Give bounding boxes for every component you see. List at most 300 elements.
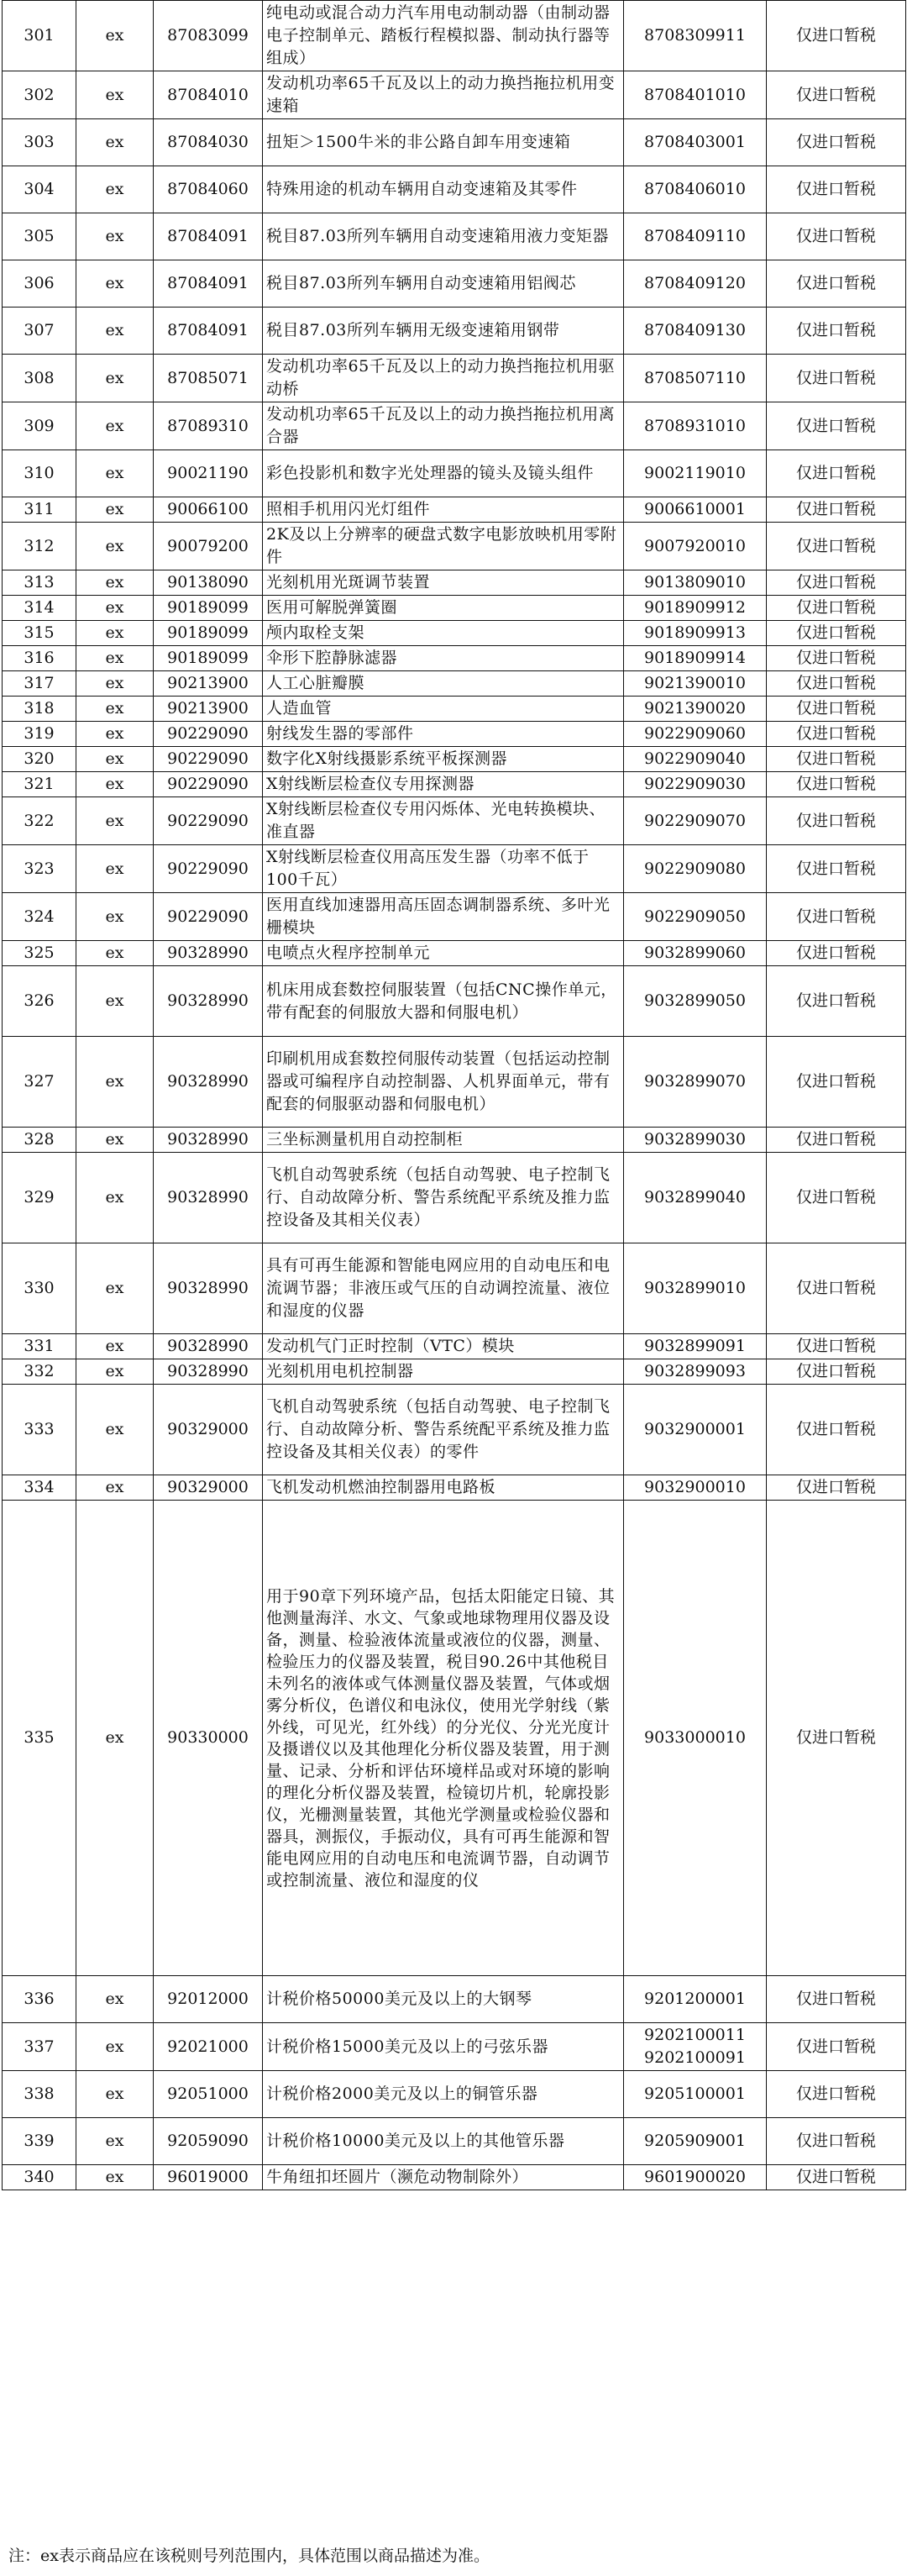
- sub-code-value: 8708931010: [644, 416, 746, 435]
- ex-marker: ex: [76, 1385, 154, 1475]
- ex-marker: ex: [76, 213, 154, 260]
- ex-marker: ex: [76, 166, 154, 213]
- table-row: [3, 2118, 906, 2165]
- sub-code-value: 9033000010: [644, 1728, 746, 1747]
- ex-marker: ex: [76, 2023, 154, 2071]
- product-description: 三坐标测量机用自动控制柜: [263, 1128, 624, 1153]
- ex-marker: ex: [76, 523, 154, 570]
- sub-code-value: 9021390020: [644, 699, 746, 718]
- product-description: 电喷点火程序控制单元: [263, 941, 624, 966]
- row-number: 328: [3, 1128, 76, 1153]
- tariff-code: 87084091: [154, 308, 263, 355]
- row-number: 307: [3, 308, 76, 355]
- sub-code: [624, 747, 767, 772]
- ex-marker: ex: [76, 747, 154, 772]
- table-row: [3, 355, 906, 402]
- table-row: [3, 1243, 906, 1334]
- tariff-document: [2, 0, 905, 2565]
- sub-code-value: 9032899091: [644, 1337, 746, 1355]
- product-description: 光刻机用电机控制器: [263, 1359, 624, 1385]
- sub-code-value: 9021390010: [644, 674, 746, 692]
- ex-marker: ex: [76, 1501, 154, 1976]
- ex-marker: ex: [76, 355, 154, 402]
- sub-code-value: 9022909040: [644, 749, 746, 768]
- tariff-code: 90328990: [154, 1243, 263, 1334]
- table-row: [3, 1359, 906, 1385]
- ex-marker: ex: [76, 1128, 154, 1153]
- control-type: 仅进口暂税: [767, 845, 906, 893]
- sub-code-value: 9032899010: [644, 1279, 746, 1297]
- sub-code-value: 9205909001: [644, 2132, 746, 2150]
- row-number: 335: [3, 1501, 76, 1976]
- ex-marker: ex: [76, 697, 154, 722]
- sub-code: [624, 497, 767, 523]
- tariff-code: 90229090: [154, 797, 263, 845]
- product-description: 机床用成套数控伺服装置（包括CNC操作单元，带有配套的伺服放大器和伺服电机）: [263, 966, 624, 1037]
- control-type: 仅进口暂税: [767, 893, 906, 941]
- product-description: 人造血管: [263, 697, 624, 722]
- sub-code: [624, 697, 767, 722]
- tariff-code: 90330000: [154, 1501, 263, 1976]
- sub-code: [624, 941, 767, 966]
- row-number: 315: [3, 621, 76, 646]
- row-number: 324: [3, 893, 76, 941]
- sub-code-value: 9022909060: [644, 724, 746, 743]
- ex-marker: ex: [76, 2071, 154, 2118]
- table-row: [3, 697, 906, 722]
- tariff-code: 90328990: [154, 1128, 263, 1153]
- sub-code: [624, 1475, 767, 1501]
- sub-code-value: 9007920010: [644, 536, 746, 555]
- table-row: [3, 308, 906, 355]
- control-type: 仅进口暂税: [767, 355, 906, 402]
- ex-marker: ex: [76, 119, 154, 166]
- product-description: 飞机发动机燃油控制器用电路板: [263, 1475, 624, 1501]
- table-row: [3, 570, 906, 596]
- sub-code: [624, 402, 767, 450]
- product-description: 2K及以上分辨率的硬盘式数字电影放映机用零附件: [263, 523, 624, 570]
- tariff-code: 90213900: [154, 671, 263, 697]
- control-type: 仅进口暂税: [767, 2023, 906, 2071]
- row-number: 317: [3, 671, 76, 697]
- product-description: 扭矩＞1500牛米的非公路自卸车用变速箱: [263, 119, 624, 166]
- control-type: 仅进口暂税: [767, 1, 906, 71]
- table-row: [3, 772, 906, 797]
- table-row: [3, 1475, 906, 1501]
- sub-code-value: 8708409110: [644, 227, 746, 245]
- control-type: 仅进口暂税: [767, 497, 906, 523]
- sub-code: [624, 772, 767, 797]
- sub-code-value: 9202100091: [644, 2048, 746, 2067]
- table-row: [3, 119, 906, 166]
- control-type: 仅进口暂税: [767, 966, 906, 1037]
- ex-marker: ex: [76, 2165, 154, 2190]
- sub-code: [624, 166, 767, 213]
- ex-marker: ex: [76, 1243, 154, 1334]
- control-type: 仅进口暂税: [767, 671, 906, 697]
- sub-code: [624, 2023, 767, 2071]
- table-row: [3, 450, 906, 497]
- row-number: 314: [3, 596, 76, 621]
- sub-code-value: 8708403001: [644, 133, 746, 151]
- control-type: 仅进口暂税: [767, 1359, 906, 1385]
- tariff-table-body: [3, 1, 906, 2190]
- control-type: 仅进口暂税: [767, 797, 906, 845]
- table-row: [3, 1153, 906, 1243]
- table-row: [3, 1385, 906, 1475]
- row-number: 336: [3, 1976, 76, 2023]
- ex-marker: ex: [76, 772, 154, 797]
- product-description: 特殊用途的机动车辆用自动变速箱及其零件: [263, 166, 624, 213]
- ex-marker: ex: [76, 260, 154, 308]
- table-row: [3, 1128, 906, 1153]
- sub-code-value: 9002119010: [644, 464, 746, 482]
- row-number: 304: [3, 166, 76, 213]
- sub-code-value: 8708409130: [644, 321, 746, 339]
- tariff-code: 92059090: [154, 2118, 263, 2165]
- sub-code: [624, 570, 767, 596]
- sub-code: [624, 646, 767, 671]
- ex-marker: ex: [76, 671, 154, 697]
- sub-code-value: 9205100001: [644, 2084, 746, 2103]
- sub-code-value: 8708309911: [644, 26, 746, 45]
- row-number: 329: [3, 1153, 76, 1243]
- control-type: 仅进口暂税: [767, 1501, 906, 1976]
- sub-code: [624, 671, 767, 697]
- control-type: 仅进口暂税: [767, 308, 906, 355]
- table-row: [3, 71, 906, 119]
- row-number: 318: [3, 697, 76, 722]
- ex-marker: ex: [76, 941, 154, 966]
- ex-marker: ex: [76, 845, 154, 893]
- sub-code-value: 8708409120: [644, 274, 746, 292]
- table-row: [3, 2071, 906, 2118]
- sub-code-value: 9032899093: [644, 1362, 746, 1380]
- ex-marker: ex: [76, 2118, 154, 2165]
- tariff-table: [2, 0, 906, 2190]
- tariff-code: 90328990: [154, 1359, 263, 1385]
- row-number: 331: [3, 1334, 76, 1359]
- sub-code: [624, 2118, 767, 2165]
- control-type: 仅进口暂税: [767, 523, 906, 570]
- product-description: 牛角纽扣坯圆片（濒危动物制除外）: [263, 2165, 624, 2190]
- product-description: 医用直线加速器用高压固态调制器系统、多叶光栅模块: [263, 893, 624, 941]
- table-row: [3, 166, 906, 213]
- product-description: 射线发生器的零部件: [263, 722, 624, 747]
- row-number: 327: [3, 1037, 76, 1128]
- footnote: 注：ex表示商品应在该税则号列范围内，具体范围以商品描述为准。: [8, 2547, 490, 2565]
- table-row: [3, 797, 906, 845]
- row-number: 319: [3, 722, 76, 747]
- table-row: [3, 747, 906, 772]
- sub-code-value: 9018909912: [644, 598, 746, 617]
- control-type: 仅进口暂税: [767, 1976, 906, 2023]
- ex-marker: ex: [76, 1153, 154, 1243]
- sub-code: [624, 308, 767, 355]
- sub-code-value: 9032899070: [644, 1072, 746, 1091]
- sub-code: [624, 1, 767, 71]
- control-type: 仅进口暂税: [767, 1243, 906, 1334]
- ex-marker: ex: [76, 71, 154, 119]
- product-description: 税目87.03所列车辆用无级变速箱用钢带: [263, 308, 624, 355]
- control-type: 仅进口暂税: [767, 1037, 906, 1128]
- table-row: [3, 1, 906, 71]
- tariff-code: 90229090: [154, 747, 263, 772]
- table-row: [3, 497, 906, 523]
- tariff-code: 90229090: [154, 845, 263, 893]
- sub-code-value: 9032899060: [644, 944, 746, 962]
- sub-code-value: 9032900001: [644, 1420, 746, 1438]
- row-number: 306: [3, 260, 76, 308]
- tariff-code: 90066100: [154, 497, 263, 523]
- sub-code: [624, 1243, 767, 1334]
- row-number: 323: [3, 845, 76, 893]
- control-type: 仅进口暂税: [767, 1334, 906, 1359]
- tariff-code: 90229090: [154, 722, 263, 747]
- ex-marker: ex: [76, 966, 154, 1037]
- sub-code: [624, 1976, 767, 2023]
- ex-marker: ex: [76, 1037, 154, 1128]
- product-description: 照相手机用闪光灯组件: [263, 497, 624, 523]
- table-row: [3, 646, 906, 671]
- sub-code: [624, 797, 767, 845]
- row-number: 311: [3, 497, 76, 523]
- sub-code-value: 9201200001: [644, 1990, 746, 2008]
- control-type: 仅进口暂税: [767, 260, 906, 308]
- sub-code: [624, 119, 767, 166]
- sub-code: [624, 596, 767, 621]
- table-row: [3, 1501, 906, 1976]
- ex-marker: ex: [76, 893, 154, 941]
- product-description: 计税价格50000美元及以上的大钢琴: [263, 1976, 624, 2023]
- sub-code-value: 9032899030: [644, 1130, 746, 1149]
- row-number: 310: [3, 450, 76, 497]
- tariff-code: 92021000: [154, 2023, 263, 2071]
- sub-code: [624, 1334, 767, 1359]
- row-number: 325: [3, 941, 76, 966]
- row-number: 321: [3, 772, 76, 797]
- table-row: [3, 966, 906, 1037]
- row-number: 320: [3, 747, 76, 772]
- product-description: 纯电动或混合动力汽车用电动制动器（由制动器电子控制单元、踏板行程模拟器、制动执行器等组成）: [263, 1, 624, 71]
- control-type: 仅进口暂税: [767, 1475, 906, 1501]
- control-type: 仅进口暂税: [767, 71, 906, 119]
- row-number: 339: [3, 2118, 76, 2165]
- product-description: 计税价格2000美元及以上的铜管乐器: [263, 2071, 624, 2118]
- sub-code: [624, 355, 767, 402]
- ex-marker: ex: [76, 1, 154, 71]
- tariff-code: 90328990: [154, 966, 263, 1037]
- control-type: 仅进口暂税: [767, 1153, 906, 1243]
- control-type: 仅进口暂税: [767, 1128, 906, 1153]
- control-type: 仅进口暂税: [767, 772, 906, 797]
- ex-marker: ex: [76, 402, 154, 450]
- tariff-code: 90189099: [154, 596, 263, 621]
- ex-marker: ex: [76, 1475, 154, 1501]
- control-type: 仅进口暂税: [767, 166, 906, 213]
- sub-code: [624, 523, 767, 570]
- table-row: [3, 845, 906, 893]
- control-type: 仅进口暂税: [767, 570, 906, 596]
- control-type: 仅进口暂税: [767, 1385, 906, 1475]
- sub-code: [624, 1359, 767, 1385]
- tariff-code: 90079200: [154, 523, 263, 570]
- control-type: 仅进口暂税: [767, 119, 906, 166]
- sub-code-value: 9018909914: [644, 649, 746, 667]
- row-number: 334: [3, 1475, 76, 1501]
- tariff-code: 87084030: [154, 119, 263, 166]
- product-description: 印刷机用成套数控伺服传动装置（包括运动控制器或可编程序自动控制器、人机界面单元，带有配套的伺服驱动器和伺服电机）: [263, 1037, 624, 1128]
- product-description: 飞机自动驾驶系统（包括自动驾驶、电子控制飞行、自动故障分析、警告系统配平系统及推力监控设备及其相关仪表）: [263, 1153, 624, 1243]
- table-row: [3, 893, 906, 941]
- control-type: 仅进口暂税: [767, 621, 906, 646]
- sub-code: [624, 450, 767, 497]
- product-description: X射线断层检查仪专用闪烁体、光电转换模块、准直器: [263, 797, 624, 845]
- tariff-code: 87084060: [154, 166, 263, 213]
- ex-marker: ex: [76, 1359, 154, 1385]
- ex-marker: ex: [76, 722, 154, 747]
- row-number: 303: [3, 119, 76, 166]
- control-type: 仅进口暂税: [767, 747, 906, 772]
- sub-code: [624, 260, 767, 308]
- table-row: [3, 260, 906, 308]
- tariff-code: 87085071: [154, 355, 263, 402]
- row-number: 322: [3, 797, 76, 845]
- sub-code: [624, 893, 767, 941]
- product-description: 发动机功率65千瓦及以上的动力换挡拖拉机用驱动桥: [263, 355, 624, 402]
- product-description: 伞形下腔静脉滤器: [263, 646, 624, 671]
- sub-code-value: 9032899040: [644, 1188, 746, 1207]
- row-number: 337: [3, 2023, 76, 2071]
- tariff-code: 90189099: [154, 621, 263, 646]
- table-row: [3, 2023, 906, 2071]
- product-description: 医用可解脱弹簧圈: [263, 596, 624, 621]
- sub-code: [624, 2071, 767, 2118]
- sub-code: [624, 2165, 767, 2190]
- table-row: [3, 596, 906, 621]
- ex-marker: ex: [76, 646, 154, 671]
- product-description: 彩色投影机和数字光处理器的镜头及镜头组件: [263, 450, 624, 497]
- tariff-code: 90229090: [154, 772, 263, 797]
- control-type: 仅进口暂税: [767, 2118, 906, 2165]
- sub-code-value: 8708401010: [644, 85, 746, 104]
- control-type: 仅进口暂税: [767, 2071, 906, 2118]
- ex-marker: ex: [76, 308, 154, 355]
- ex-marker: ex: [76, 450, 154, 497]
- sub-code-value: 9601900020: [644, 2168, 746, 2186]
- product-description: 颅内取栓支架: [263, 621, 624, 646]
- tariff-code: 87089310: [154, 402, 263, 450]
- sub-code-value: 8708507110: [644, 368, 746, 387]
- product-description: 发动机气门正时控制（VTC）模块: [263, 1334, 624, 1359]
- sub-code-value: 9022909080: [644, 859, 746, 878]
- sub-code: [624, 71, 767, 119]
- product-description: 发动机功率65千瓦及以上的动力换挡拖拉机用离合器: [263, 402, 624, 450]
- ex-marker: ex: [76, 1334, 154, 1359]
- sub-code: [624, 845, 767, 893]
- control-type: 仅进口暂税: [767, 213, 906, 260]
- tariff-code: 90328990: [154, 1153, 263, 1243]
- sub-code: [624, 1385, 767, 1475]
- row-number: 301: [3, 1, 76, 71]
- tariff-code: 90021190: [154, 450, 263, 497]
- sub-code: [624, 1501, 767, 1976]
- control-type: 仅进口暂税: [767, 402, 906, 450]
- row-number: 332: [3, 1359, 76, 1385]
- row-number: 340: [3, 2165, 76, 2190]
- tariff-code: 90329000: [154, 1385, 263, 1475]
- row-number: 330: [3, 1243, 76, 1334]
- product-description: 计税价格15000美元及以上的弓弦乐器: [263, 2023, 624, 2071]
- sub-code: [624, 722, 767, 747]
- tariff-code: 90229090: [154, 893, 263, 941]
- tariff-code: 90213900: [154, 697, 263, 722]
- ex-marker: ex: [76, 497, 154, 523]
- sub-code: [624, 1153, 767, 1243]
- sub-code-value: 9032899050: [644, 991, 746, 1010]
- tariff-code: 90329000: [154, 1475, 263, 1501]
- row-number: 316: [3, 646, 76, 671]
- product-description: X射线断层检查仪用高压发生器（功率不低于100千瓦）: [263, 845, 624, 893]
- sub-code: [624, 213, 767, 260]
- tariff-code: 92012000: [154, 1976, 263, 2023]
- table-row: [3, 621, 906, 646]
- table-row: [3, 671, 906, 697]
- control-type: 仅进口暂税: [767, 646, 906, 671]
- table-row: [3, 722, 906, 747]
- sub-code-value: 9006610001: [644, 500, 746, 518]
- row-number: 309: [3, 402, 76, 450]
- tariff-code: 87083099: [154, 1, 263, 71]
- tariff-code: 90328990: [154, 1334, 263, 1359]
- product-description: 计税价格10000美元及以上的其他管乐器: [263, 2118, 624, 2165]
- control-type: 仅进口暂税: [767, 722, 906, 747]
- row-number: 338: [3, 2071, 76, 2118]
- row-number: 302: [3, 71, 76, 119]
- product-description: 飞机自动驾驶系统（包括自动驾驶、电子控制飞行、自动故障分析、警告系统配平系统及推力监控设备及其相关仪表）的零件: [263, 1385, 624, 1475]
- ex-marker: ex: [76, 797, 154, 845]
- control-type: 仅进口暂税: [767, 450, 906, 497]
- row-number: 312: [3, 523, 76, 570]
- sub-code-value: 9018909913: [644, 623, 746, 642]
- sub-code-value: 8708406010: [644, 180, 746, 198]
- product-description: 数字化X射线摄影系统平板探测器: [263, 747, 624, 772]
- sub-code: [624, 1128, 767, 1153]
- tariff-code: 90328990: [154, 1037, 263, 1128]
- row-number: 305: [3, 213, 76, 260]
- row-number: 308: [3, 355, 76, 402]
- tariff-code: 90328990: [154, 941, 263, 966]
- product-description: 人工心脏瓣膜: [263, 671, 624, 697]
- table-row: [3, 523, 906, 570]
- table-row: [3, 2165, 906, 2190]
- product-description: 税目87.03所列车辆用自动变速箱用液力变矩器: [263, 213, 624, 260]
- table-row: [3, 941, 906, 966]
- row-number: 326: [3, 966, 76, 1037]
- sub-code: [624, 621, 767, 646]
- sub-code-value: 9022909070: [644, 811, 746, 830]
- table-row: [3, 1976, 906, 2023]
- table-row: [3, 213, 906, 260]
- row-number: 313: [3, 570, 76, 596]
- tariff-code: 90138090: [154, 570, 263, 596]
- tariff-code: 96019000: [154, 2165, 263, 2190]
- ex-marker: ex: [76, 570, 154, 596]
- product-description: 光刻机用光斑调节装置: [263, 570, 624, 596]
- sub-code-value: 9032900010: [644, 1478, 746, 1496]
- control-type: 仅进口暂税: [767, 2165, 906, 2190]
- tariff-code: 87084010: [154, 71, 263, 119]
